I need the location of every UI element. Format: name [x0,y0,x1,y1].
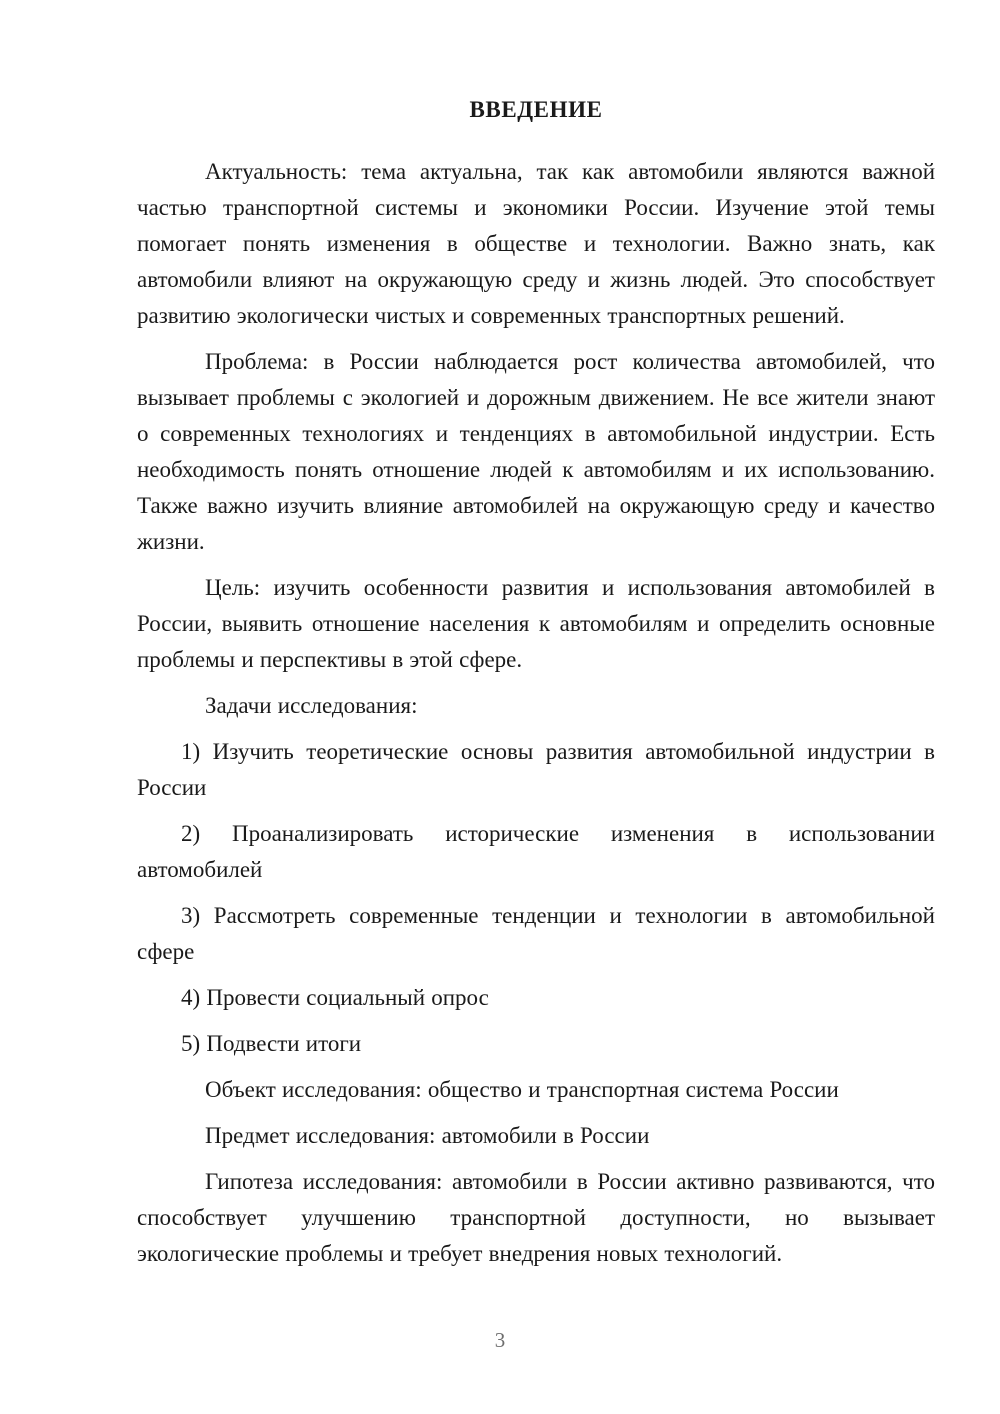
paragraph-goal: Цель: изучить особенности развития и использования автомобилей в России, выявить отношение населения к автомобилям и определить основные проблемы и перспективы в этой сфере. [137,574,935,672]
paragraph-hypothesis: Гипотеза исследования: автомобили в России активно развиваются, что способствует улучшению транспортной доступности, но вызывает экологические проблемы и требует внедрения новых технологий. [137,1168,935,1266]
task-item-5: 5) Подвести итоги [181,1030,362,1056]
task-item-2: 2) Проанализировать исторические изменения в использовании автомобилей [137,820,935,882]
page-content [137,96,935,1272]
paragraph-relevance: Актуальность: тема актуальна, так как автомобили являются важной частью транспортной системы и экономики России. Изучение этой темы помогает понять изменения в обществе и технологии. Важно знать, как автомобили влияют на окружающую среду и жизнь людей. Это способствует развитию экологически чистых и современных транспортных решений. [137,158,935,328]
paragraph-subject: Предмет исследования: автомобили в России [205,1122,650,1148]
task-item-1: 1) Изучить теоретические основы развития автомобильной индустрии в России [137,738,935,800]
task-item-4: 4) Провести социальный опрос [181,984,489,1010]
tasks-heading: Задачи исследования: [205,692,418,718]
paragraph-problem: Проблема: в России наблюдается рост количества автомобилей, что вызывает проблемы с экологией и дорожным движением. Не все жители знают о современных технологиях и тенденциях в автомобильной индустрии. Есть необходимость понять отношение людей к автомобилям и их использованию. Также важно изучить влияние автомобилей на окружающую среду и качество жизни. [137,348,935,554]
page-number: 3 [494,1328,506,1352]
task-item-3: 3) Рассмотреть современные тенденции и технологии в автомобильной сфере [137,902,935,964]
paragraph-object: Объект исследования: общество и транспортная система России [205,1076,839,1102]
page-title: ВВЕДЕНИЕ [469,97,603,122]
